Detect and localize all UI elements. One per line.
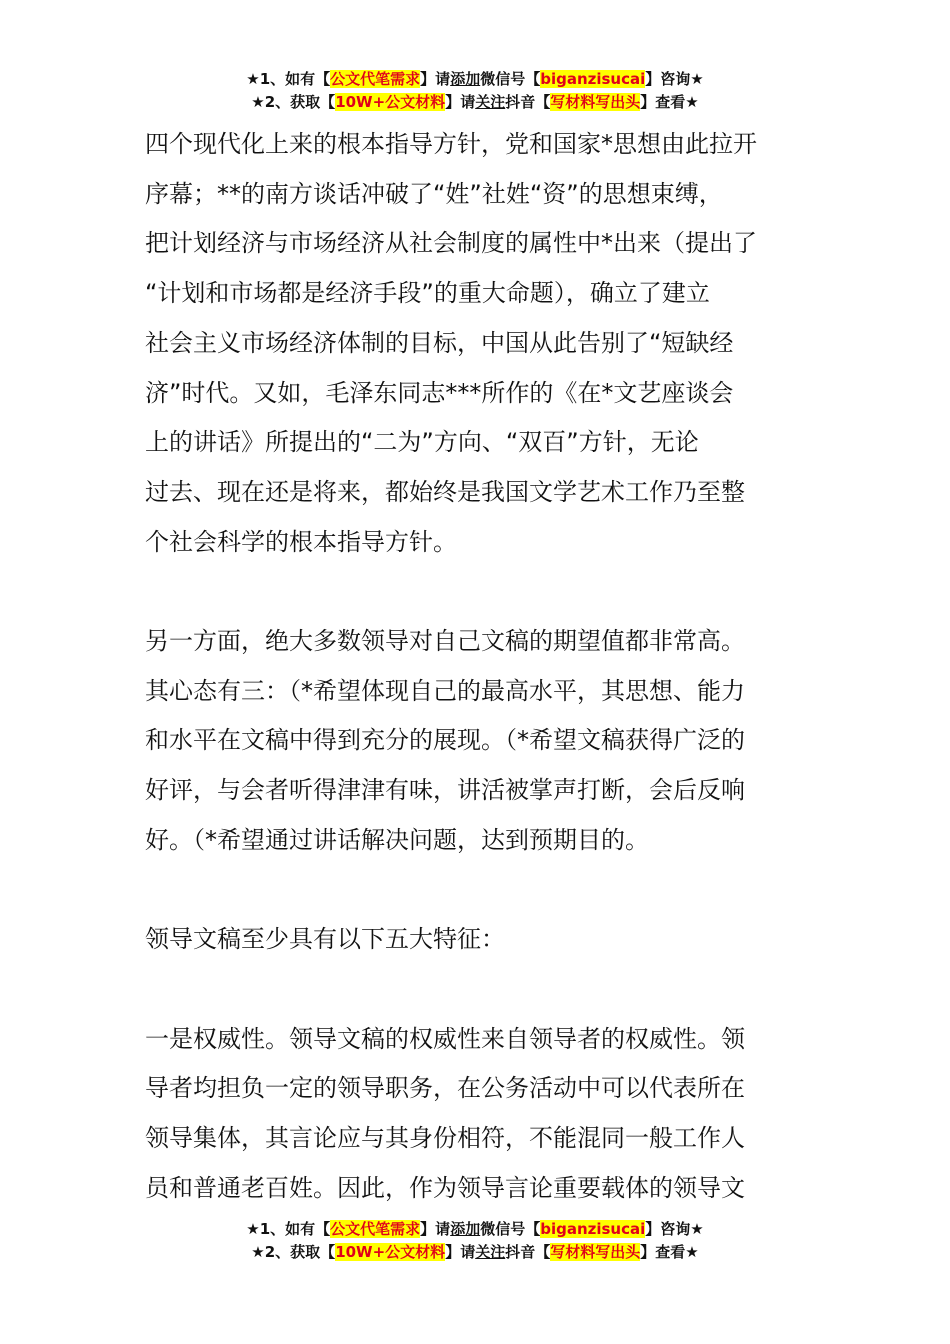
body-line: 序幕；**的南方谈话冲破了“姓”社姓“资”的思想束缚， bbox=[145, 179, 723, 208]
banner-text: 】查看★ bbox=[640, 93, 699, 111]
paragraph-gap bbox=[145, 567, 835, 617]
banner-highlight: biganzisucai bbox=[540, 70, 646, 88]
banner-underlined-text: 关注 bbox=[475, 1243, 506, 1261]
banner-highlight: 10W+公文材料 bbox=[335, 1243, 446, 1261]
body-line: 领导文稿至少具有以下五大特征： bbox=[145, 925, 505, 954]
banner-highlight: 写材料写出头 bbox=[550, 1243, 641, 1261]
body-line: 好。（*希望通过讲话解决问题，达到预期目的。 bbox=[145, 825, 649, 854]
body-line: “计划和市场都是经济手段”的重大命题），确立了建立 bbox=[145, 279, 710, 308]
body-line: 员和普通老百姓。因此，作为领导言论重要载体的领导文 bbox=[145, 1173, 745, 1202]
footer-banner bbox=[0, 1218, 950, 1264]
header-banner bbox=[0, 68, 950, 114]
banner-text: 】请 bbox=[420, 1220, 451, 1238]
banner-text: 】查看★ bbox=[640, 1243, 699, 1261]
body-line: 上的讲话》所提出的“二为”方向、“双百”方针，无论 bbox=[145, 428, 699, 457]
body-line: 好评，与会者听得津津有味，讲活被掌声打断，会后反响 bbox=[145, 776, 745, 805]
body-line: 领导集体，其言论应与其身份相符，不能混同一般工作人 bbox=[145, 1124, 745, 1153]
body-line: 导者均担负一定的领导职务，在公务活动中可以代表所在 bbox=[145, 1074, 745, 1103]
body-line: 四个现代化上来的根本指导方针，党和国家*思想由此拉开 bbox=[145, 130, 757, 158]
banner-highlight: biganzisucai bbox=[540, 1220, 646, 1238]
body-line: 另一方面，绝大多数领导对自己文稿的期望值都非常高。 bbox=[145, 627, 745, 656]
body-line: 个社会科学的根本指导方针。 bbox=[145, 527, 457, 556]
banner-text: 】咨询★ bbox=[645, 70, 704, 88]
paragraph-gap bbox=[145, 866, 835, 916]
banner-line-2 bbox=[0, 1241, 950, 1264]
banner-line-1 bbox=[0, 1218, 950, 1241]
banner-text: ★2、获取【 bbox=[251, 93, 336, 111]
body-line: 把计划经济与市场经济从社会制度的属性中*出来（提出了 bbox=[145, 229, 757, 258]
banner-line-2 bbox=[0, 91, 950, 114]
body-line: 一是权威性。领导文稿的权威性来自领导者的权威性。领 bbox=[145, 1024, 745, 1053]
paragraph-gap bbox=[145, 965, 835, 1015]
banner-text: 微信号【 bbox=[480, 1220, 541, 1238]
banner-underlined-text: 添加 bbox=[450, 1220, 481, 1238]
body-line: 社会主义市场经济体制的目标，中国从此告别了“短缺经 bbox=[145, 328, 734, 357]
banner-highlight: 公文代笔需求 bbox=[330, 70, 421, 88]
document-body bbox=[145, 120, 835, 1213]
banner-highlight: 写材料写出头 bbox=[550, 93, 641, 111]
banner-text: 】请 bbox=[445, 93, 476, 111]
body-line: 和水平在文稿中得到充分的展现。（*希望文稿获得广泛的 bbox=[145, 726, 745, 755]
banner-highlight: 公文代笔需求 bbox=[330, 1220, 421, 1238]
banner-text: ★1、如有【 bbox=[246, 70, 331, 88]
banner-text: 抖音【 bbox=[505, 93, 551, 111]
banner-underlined-text: 添加 bbox=[450, 70, 481, 88]
banner-text: 】请 bbox=[420, 70, 451, 88]
banner-text: 】咨询★ bbox=[645, 1220, 704, 1238]
banner-highlight: 10W+公文材料 bbox=[335, 93, 446, 111]
banner-underlined-text: 关注 bbox=[475, 93, 506, 111]
body-line: 过去、现在还是将来，都始终是我国文学艺术工作乃至整 bbox=[145, 477, 745, 506]
banner-line-1 bbox=[0, 68, 950, 91]
banner-text: 抖音【 bbox=[505, 1243, 551, 1261]
body-line: 其心态有三：（*希望体现自己的最高水平，其思想、能力 bbox=[145, 676, 745, 705]
banner-text: ★2、获取【 bbox=[251, 1243, 336, 1261]
banner-text: 微信号【 bbox=[480, 70, 541, 88]
banner-text: 】请 bbox=[445, 1243, 476, 1261]
banner-text: ★1、如有【 bbox=[246, 1220, 331, 1238]
body-line: 济”时代。又如，毛泽东同志***所作的《在*文艺座谈会 bbox=[145, 378, 734, 407]
